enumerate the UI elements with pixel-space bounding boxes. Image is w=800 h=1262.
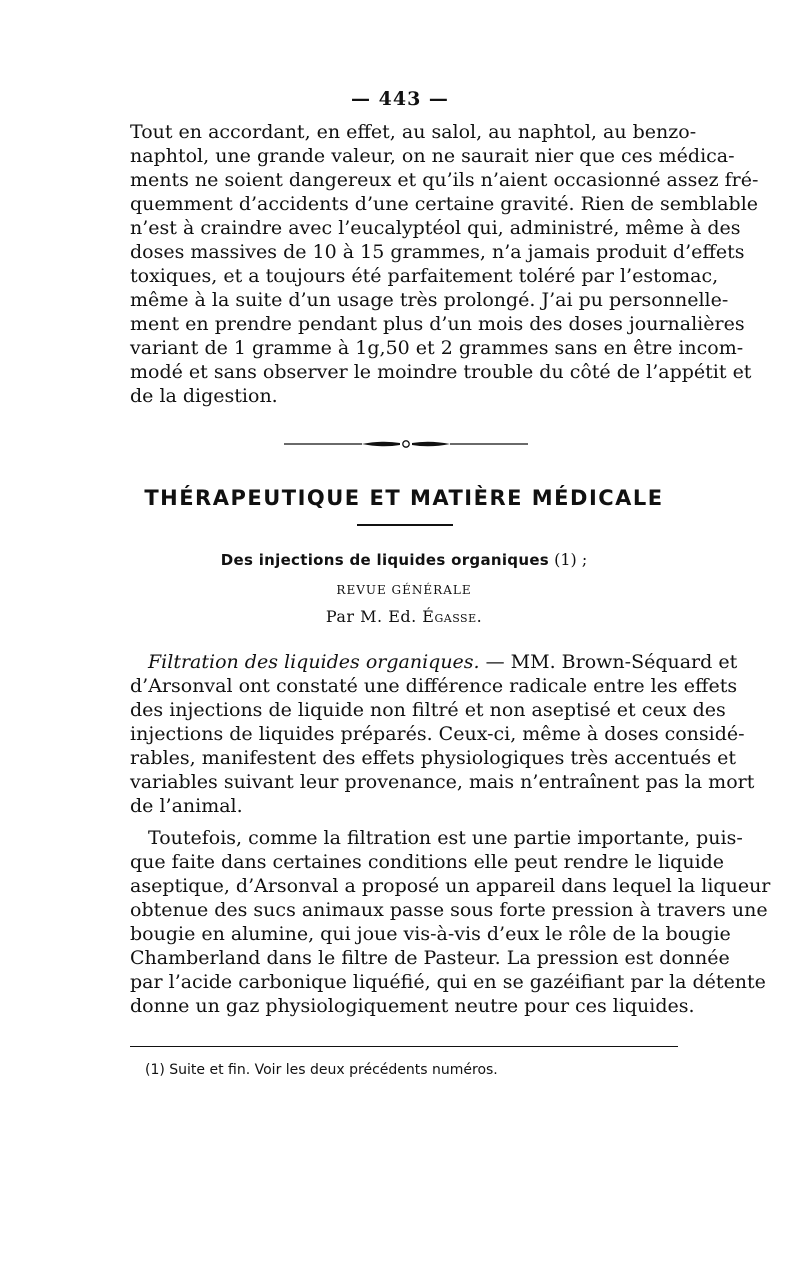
text-line: doses massives de 10 à 15 grammes, n’a jamais produit d’effets xyxy=(130,241,745,263)
text-line: de la digestion. xyxy=(130,385,278,407)
text-line: de l’animal. xyxy=(130,795,243,817)
text-line: variant de 1 gramme à 1g,50 et 2 grammes sans en être incom- xyxy=(130,337,744,359)
page-number: — 443 — xyxy=(351,88,449,110)
text-line: ment en prendre pendant plus d’un mois des doses journalières xyxy=(130,313,745,335)
text-line: naphtol, une grande valeur, on ne saurait nier que ces médica- xyxy=(130,145,735,167)
text-line: quemment d’accidents d’une certaine gravité. Rien de semblable xyxy=(130,193,759,215)
text-line: donne un gaz physiologiquement neutre pour ces liquides. xyxy=(130,995,695,1017)
text-line: toxiques, et a toujours été parfaitement toléré par l’estomac, xyxy=(130,265,719,287)
article-subtitle: REVUE GÉNÉRALE xyxy=(336,583,472,597)
text-line: rables, manifestent des effets physiologiques très accentués et xyxy=(130,747,737,769)
text-line: n’est à craindre avec l’eucalyptéol qui, administré, même à des xyxy=(130,217,741,239)
text-line: par l’acide carbonique liquéfié, qui en se gazéifiant par la détente xyxy=(130,971,766,993)
section-title: THÉRAPEUTIQUE ET MATIÈRE MÉDICALE xyxy=(144,486,664,510)
article-title xyxy=(130,550,678,569)
text-line: injections de liquides préparés. Ceux-ci, même à doses considé- xyxy=(130,723,745,745)
byline-author: Égasse. xyxy=(422,607,483,626)
text-line: modé et sans observer le moindre trouble du côté de l’appétit et xyxy=(130,361,752,383)
text-line: même à la suite d’un usage très prolongé. J’ai pu personnelle- xyxy=(130,289,729,311)
footnote-reference: (1) ; xyxy=(549,550,588,569)
text-line: Tout en accordant, en effet, au salol, au naphtol, au benzo- xyxy=(130,121,697,143)
byline xyxy=(130,607,678,626)
title-rule xyxy=(357,524,453,526)
text-line: obtenue des sucs animaux passe sous forte pression à travers une xyxy=(130,899,768,921)
paragraph-3 xyxy=(130,826,771,1018)
footnote: (1) Suite et fin. Voir les deux précédents numéros. xyxy=(145,1062,498,1078)
text-line: aseptique, d’Arsonval a proposé un appareil dans lequel la liqueur xyxy=(130,875,771,897)
paragraph-lead-italic: Filtration des liquides organiques. xyxy=(148,651,480,673)
paragraph-2 xyxy=(130,650,755,818)
text-line: des injections de liquide non filtré et non aseptisé et ceux des xyxy=(130,699,726,721)
text-line: variables suivant leur provenance, mais n’entraînent pas la mort xyxy=(130,771,755,793)
article-title-text: Des injections de liquides organiques xyxy=(220,551,550,569)
text-line: d’Arsonval ont constaté une différence radicale entre les effets xyxy=(130,675,738,697)
text-line: que faite dans certaines conditions elle peut rendre le liquide xyxy=(130,851,725,873)
footnote-rule xyxy=(130,1046,678,1047)
text-line xyxy=(130,650,738,674)
paragraph-1 xyxy=(130,120,759,408)
text-line: Chamberland dans le filtre de Pasteur. La pression est donnée xyxy=(130,947,730,969)
text-line: Toutefois, comme la filtration est une partie importante, puis- xyxy=(148,827,743,849)
ornament-divider xyxy=(284,437,528,451)
paragraph-lead-rest: — MM. Brown-Séquard et xyxy=(479,651,738,673)
text-line: bougie en alumine, qui joue vis-à-vis d’eux le rôle de la bougie xyxy=(130,923,731,945)
byline-prefix: Par M. Ed. xyxy=(325,607,423,626)
text-line: ments ne soient dangereux et qu’ils n’aient occasionné assez fré- xyxy=(130,169,759,191)
